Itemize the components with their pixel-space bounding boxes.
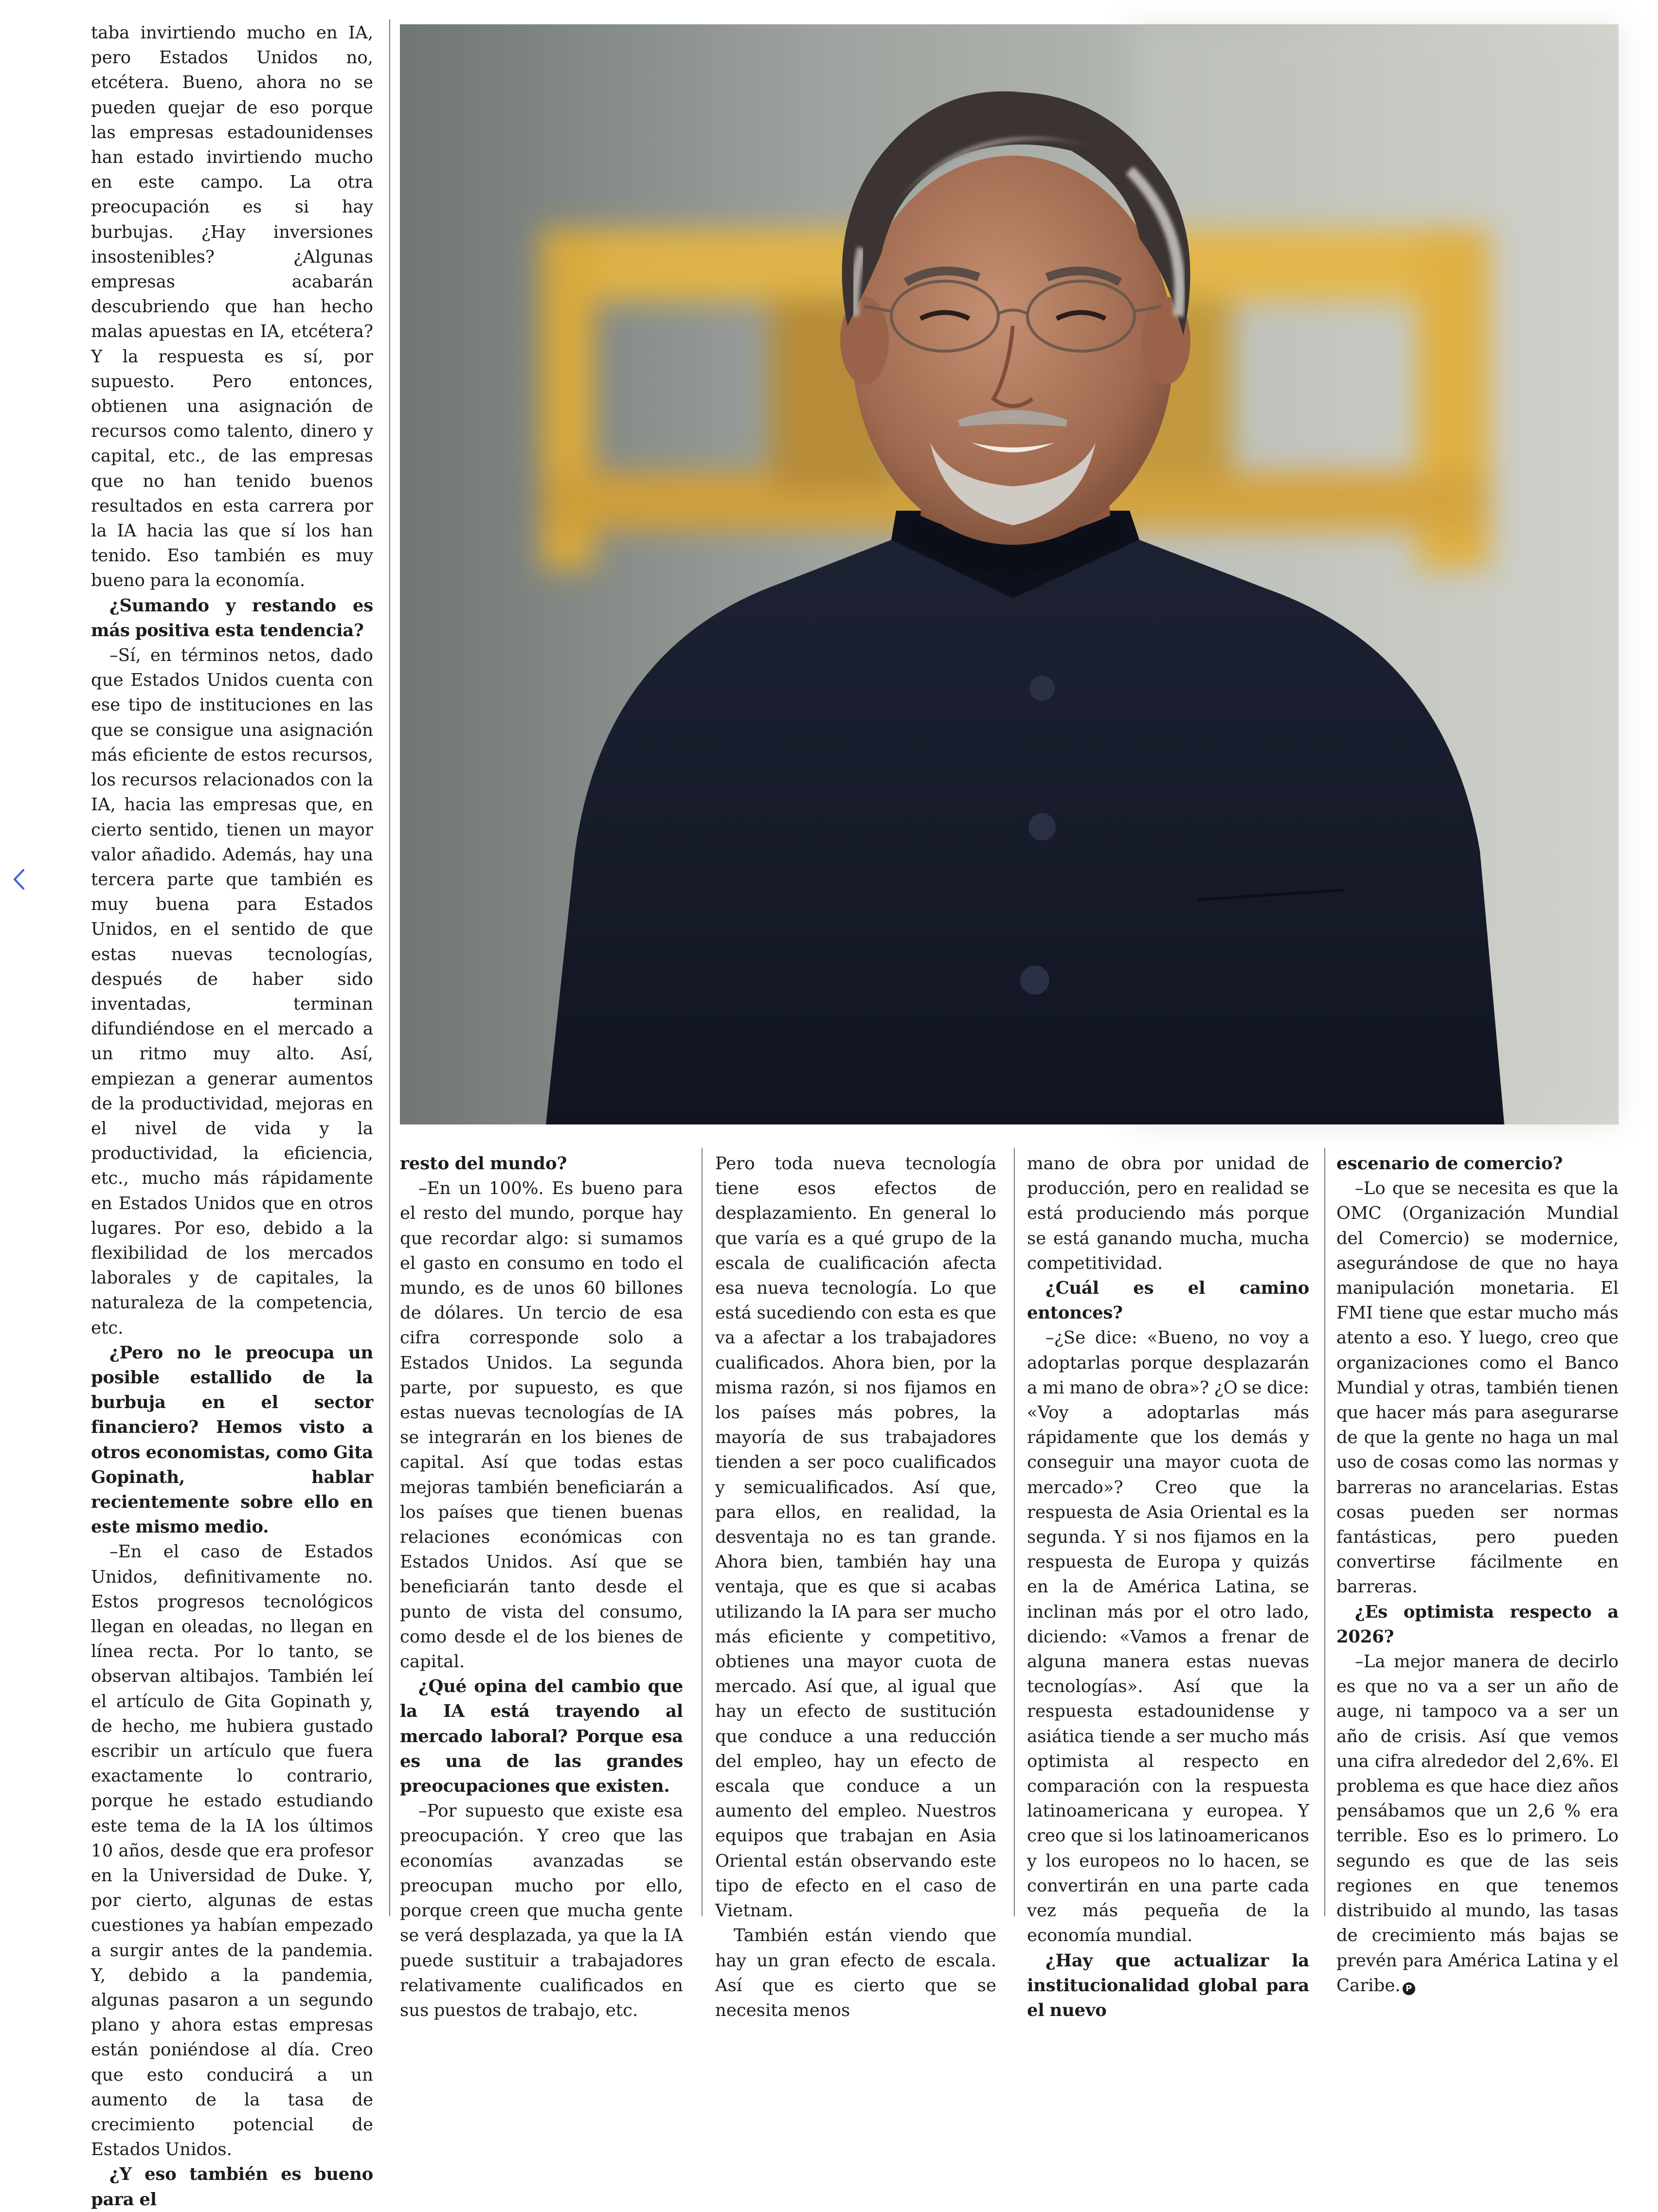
interview-question: ¿Es optimista respecto a 2026?	[1336, 1602, 1619, 1647]
answer-text: –La mejor manera de decirlo es que no va a ser un año de auge, ni tampoco va a ser un año de crisis. Así que vemos una cifra alrededor del 2,6%. El problema es que hace diez años pensábamos que un 2,6 % era terrible. Eso es lo primero. Lo segundo es que de las seis regiones en que tenemos distribuido al mundo, las tasas de crecimiento más bajas se prevén para América Latina y el Caribe.	[1336, 1652, 1619, 1996]
paragraph: mano de obra por unidad de producción, pero en realidad se está produciendo más porque se está ganando mucha, mucha competitividad.	[1027, 1154, 1309, 1273]
end-of-article-mark: P	[1403, 1982, 1415, 1995]
article-column-2	[400, 1151, 683, 2020]
column-divider	[389, 19, 390, 1916]
interview-question: ¿Y eso también es bueno para el	[91, 2164, 373, 2210]
interview-answer: –Lo que se necesita es que la OMC (Organización Mundial del Comercio) se modernice, asegurándose de que no haya manipulación monetaria. El FMI tiene que estar mucho más atento a eso. Y luego, creo que organizaciones como el Banco Mundial y otras, también tienen que hacer más para asegurarse de que la gente no haga un mal uso de cosas como las normas y barreras no arancelarias. Estas cosas pueden ser normas fantásticas, pero pueden convertirse fácilmente en barreras.	[1336, 1178, 1619, 1597]
interview-answer: –En un 100%. Es bueno para el resto del mundo, porque hay que recordar algo: si sumamos el gasto en consumo en todo el mundo, es de unos 60 billones de dólares. Un tercio de esa cifra corresponde solo a Estados Unidos. La segunda parte, por supuesto, es que estas nuevas tecnologías de IA se integrarán en los bienes de capital. Así que todas estas mejoras también beneficiarán a los países que tienen buenas relaciones económicas con Estados Unidos. Así que se beneficiarán tanto desde el punto de vista del consumo, como desde el de los bienes de capital.	[400, 1178, 683, 1672]
interview-answer: –¿Se dice: «Bueno, no voy a adoptarlas porque desplazarán a mi mano de obra»? ¿O se dice: «Voy a adoptarlas más rápidamente que los demás y conseguir una mayor cuota de mercado»? Creo que la respuesta de Asia Oriental es la segunda. Y si nos fijamos en la respuesta de Europa y quizás en la de América Latina, se inclinan más por el otro lado, diciendo: «Vamos a frenar de alguna manera estas nuevas tecnologías». Así que la respuesta estadounidense y asiática tiende a ser mucho más optimista al respecto en comparación con la respuesta latinoamericana y europea. Y creo que si los latinoamericanos y los europeos no lo hacen, se convertirán en una parte cada vez más pequeña de la economía mundial.	[1027, 1328, 1309, 1946]
article-column-3	[715, 1151, 996, 2020]
chevron-left-icon	[12, 867, 26, 892]
portrait-image	[400, 24, 1619, 1124]
paragraph: También están viendo que hay un gran efecto de escala. Así que es cierto que se necesita menos	[715, 1926, 996, 2020]
column-divider	[1014, 1148, 1015, 1916]
paragraph: taba invirtiendo mucho en IA, pero Estados Unidos no, etcétera. Bueno, ahora no se pueden quejar de eso porque las empresas estadounidenses han estado invirtiendo mucho en este campo. La otra preocupación es si hay burbujas. ¿Hay inversiones insostenibles? ¿Algunas empresas acabarán descubriendo que han hecho malas apuestas en IA, etcétera? Y la respuesta es sí, por supuesto. Pero entonces, obtienen una asignación de recursos como talento, dinero y capital, etc., de las empresas que no han tenido buenos resultados en esta carrera por la IA hacia las que sí los han tenido. Eso también es muy bueno para la economía.	[91, 23, 373, 591]
interview-answer: –En el caso de Estados Unidos, definitivamente no. Estos progresos tecnológicos llegan en oleadas, no llegan en línea recta. Por lo tanto, se observan altibajos. También leí el artículo de Gita Gopinath y, de hecho, me hubiera gustado escribir un artículo que fuera exactamente lo contrario, porque he estado estudiando este tema de la IA los últimos 10 años, desde que era profesor en la Universidad de Duke. Y, por cierto, algunas de estas cuestiones ya habían empezado a surgir antes de la pandemia. Y, debido a la pandemia, algunas pasaron a un segundo plano y ahora estas empresas están poniéndose al día. Creo que esto conducirá a un aumento de la tasa de crecimiento potencial de Estados Unidos.	[91, 1542, 373, 2160]
interview-question-continued: resto del mundo?	[400, 1154, 567, 1174]
interview-question: ¿Cuál es el camino entonces?	[1027, 1278, 1309, 1323]
interview-question: ¿Hay que actualizar la institucionalidad global para el nuevo	[1027, 1950, 1309, 2020]
portrait-photo	[400, 24, 1619, 1124]
article-column-5	[1336, 1151, 1619, 1996]
interview-question: ¿Pero no le preocupa un posible estallido de la burbuja en el sector financiero? Hemos visto a otros economistas, como Gita Gopinath, hablar recientemente sobre ello en este mismo medio.	[91, 1342, 373, 1537]
interview-question-continued: escenario de comercio?	[1336, 1154, 1563, 1174]
back-arrow-button[interactable]	[7, 860, 31, 899]
interview-question: ¿Qué opina del cambio que la IA está trayendo al mercado laboral? Porque esa es una de las grandes preocupaciones que existen.	[400, 1677, 683, 1797]
interview-question: ¿Sumando y restando es más positiva esta tendencia?	[91, 595, 373, 641]
article-column-1	[91, 20, 373, 2210]
column-divider	[1324, 1148, 1325, 1916]
interview-answer: –Por supuesto que existe esa preocupación. Y creo que las economías avanzadas se preocupan mucho por ello, porque creen que mucha gente se verá desplazada, ya que la IA puede sustituir a trabajadores relativamente cualificados en sus puestos de trabajo, etc.	[400, 1801, 683, 2020]
interview-answer	[1336, 1649, 1619, 1998]
interview-answer: –Sí, en términos netos, dado que Estados Unidos cuenta con ese tipo de instituciones en las que se consigue una asignación más eficiente de estos recursos, los recursos relacionados con la IA, hacia las empresas que, en cierto sentido, tienen un mayor valor añadido. Además, hay una tercera parte que también es muy buena para Estados Unidos, en el sentido de que estas nuevas tecnologías, después de haber sido inventadas, terminan difundiéndose en el mercado a un ritmo muy alto. Así, empiezan a generar aumentos de la productividad, mejoras en el nivel de vida y la productividad, la eficiencia, etc., mucho más rápidamente en Estados Unidos que en otros lugares. Por eso, debido a la flexibilidad de los mercados laborales y de capitales, la naturaleza de la competencia, etc.	[91, 645, 373, 1338]
article-column-4	[1027, 1151, 1309, 2020]
paragraph: Pero toda nueva tecnología tiene esos efectos de desplazamiento. En general lo que varía es a qué grupo de la escala de cualificación afecta esa nueva tecnología. Lo que está sucediendo con esta es que va a afectar a los trabajadores cualificados. Ahora bien, por la misma razón, si nos fijamos en los países más pobres, la mayoría de sus trabajadores tienden a ser poco cualificados y semicualificados. Así que, para ellos, en realidad, la desventaja no es tan grande. Ahora bien, también hay una ventaja, que es que si acabas utilizando la IA para ser mucho más eficiente y competitivo, obtienes una mayor cuota de mercado. Así que, al igual que hay un efecto de sustitución que conduce a una reducción del empleo, hay un efecto de escala que conduce a un aumento del empleo. Nuestros equipos que trabajan en Asia Oriental están observando este tipo de efecto en el caso de Vietnam.	[715, 1154, 996, 1921]
column-divider	[702, 1148, 703, 1916]
